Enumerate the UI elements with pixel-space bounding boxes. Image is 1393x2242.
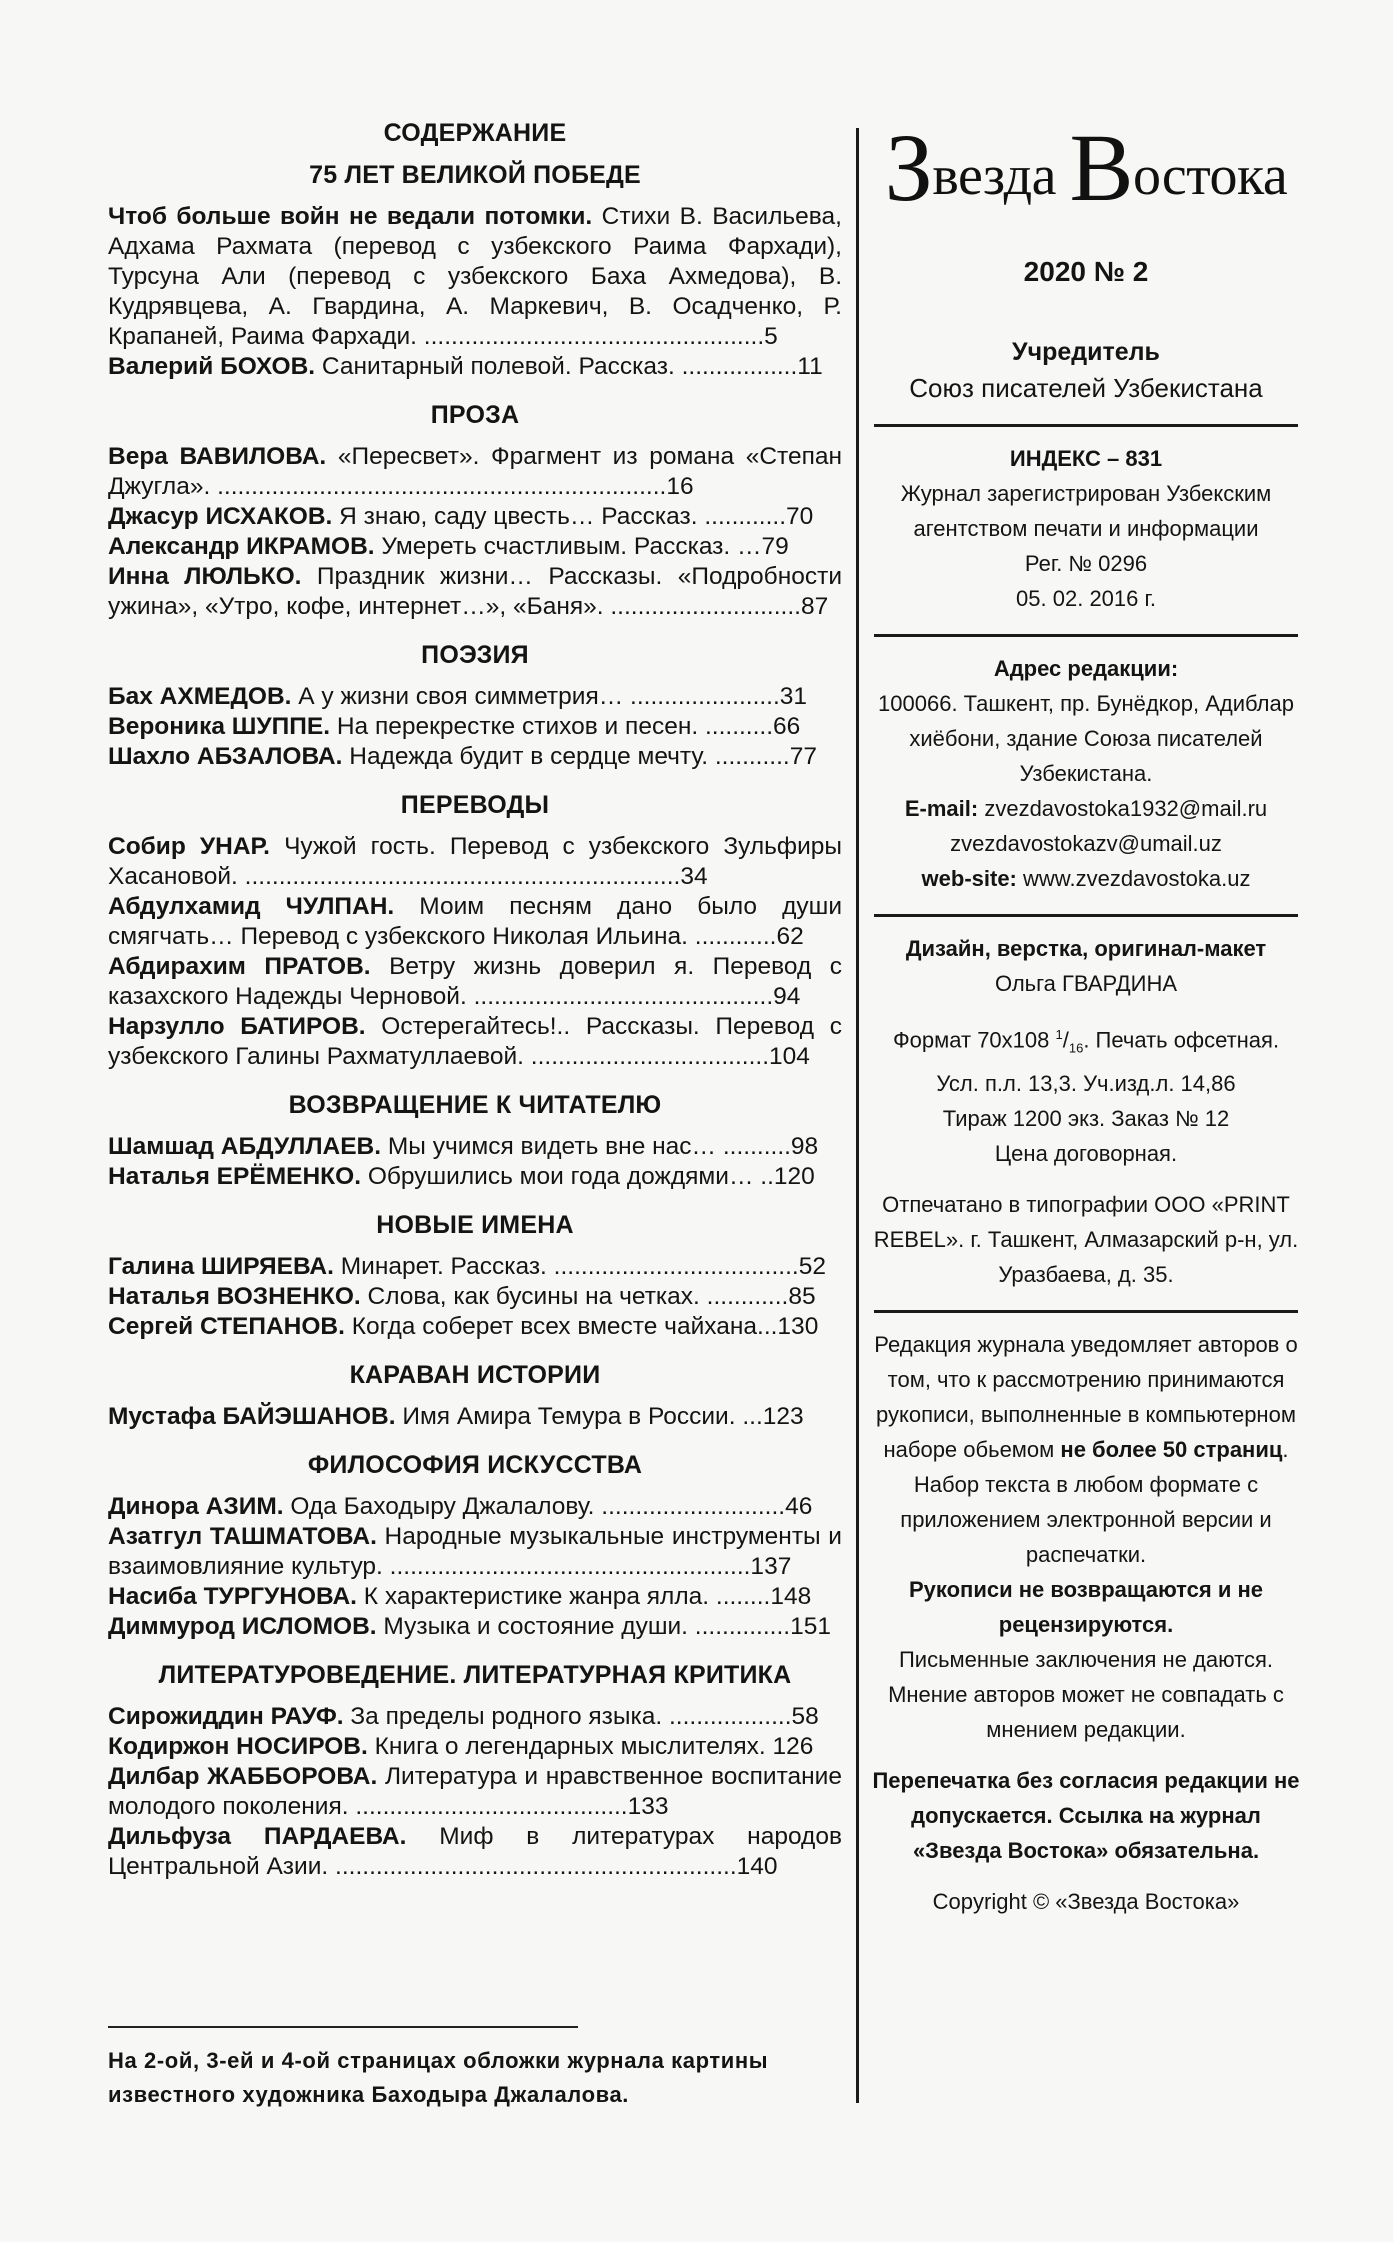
toc-section [108,1360,842,1432]
issue-number: 2020 № 2 [1023,256,1149,287]
toc-entry [108,1132,842,1162]
registration-number: Рег. № 0296 [1024,551,1148,576]
entry-author: Динора АЗИМ. [108,1493,284,1520]
entry-title: Когда соберет всех вместе чайхана [344,1313,758,1340]
notice-text-2: . Набор текста в любом формате с приложением электронной версии и распечатки. [900,1436,1289,1567]
entry-author: Диммурод ИСЛОМОВ. [108,1613,377,1640]
entry-author: Сирожиддин РАУФ. [108,1703,344,1730]
entry-page: .................11 [681,353,823,380]
entry-author: Вера ВАВИЛОВА. [108,443,327,470]
entry-page: ...................................104 [530,1043,810,1070]
email-line-1 [868,791,1304,826]
toc-section [108,1450,842,1642]
copyright: Copyright © «Звезда Востока» [932,1888,1240,1914]
toc-entry [108,1012,842,1072]
section-title: ФИЛОСОФИЯ ИСКУССТВА [307,1451,643,1479]
footnote-rule [108,2026,578,2028]
notice-page-limit: не более 50 страниц [1060,1436,1283,1462]
entry-page: ..........66 [704,713,801,740]
entry-page: ..................................................5 [423,323,778,350]
entry-title: За пределы родного языка. [343,1703,669,1730]
toc-entry [108,442,842,502]
toc-entry [108,1252,842,1282]
entry-page: ..................................................................16 [217,473,694,500]
entry-title: Остерегайтесь!.. Рассказы. Перевод с узбекского Галины Рахматуллаевой. [108,1013,842,1070]
toc-section [108,160,842,382]
entry-title: Ода Баходыру Джалалову. [283,1493,602,1520]
founder-heading: Учредитель [1012,338,1160,366]
section-title: ВОЗВРАЩЕНИЕ К ЧИТАТЕЛЮ [288,1091,662,1119]
toc-entry [108,562,842,622]
entry-author: Вероника ШУППЕ. [108,713,331,740]
entry-title: Минарет. Рассказ. [333,1253,554,1280]
entry-page: 126 [772,1733,814,1760]
toc-section [108,1660,842,1882]
entry-author: Мустафа БАЙЭШАНОВ. [108,1403,396,1430]
logo-initial-z: З [884,114,933,221]
entry-title: Праздник жизни… Рассказы. «Подробности ужина», «Утро, кофе, интернет…», «Баня». [108,563,843,620]
entry-author: Нарзулло БАТИРОВ. [108,1013,366,1040]
entry-title: Я знаю, саду цвесть… Рассказ. [332,503,705,530]
magazine-logo [868,114,1304,221]
entry-author: Джасур ИСХАКОВ. [108,503,333,530]
address-heading: Адрес редакции: [993,656,1179,681]
entry-title: Санитарный полевой. Рассказ. [315,353,682,380]
toc-entry [108,1732,842,1762]
entry-title: Книга о легендарных мыслителях. [367,1733,773,1760]
entry-page: ........148 [715,1583,812,1610]
toc-entry [108,742,842,772]
entry-author: Абдирахим ПРАТОВ. [108,953,371,980]
divider-rule [874,424,1298,427]
section-title: ПРОЗА [430,401,520,429]
toc-entry [108,712,842,742]
entry-author: Дилбар ЖАББОРОВА. [108,1763,378,1790]
toc-section [108,1210,842,1342]
toc-entry [108,202,842,352]
toc-entry [108,352,842,382]
entry-author: Собир УНАР. [108,833,270,860]
divider-rule [874,634,1298,637]
toc-entry [108,1522,842,1582]
entry-title: Миф в литературах народов Центральной Азии. [108,1823,842,1880]
toc-entry [108,1762,842,1822]
entry-author: Наталья ВОЗНЕНКО. [108,1283,361,1310]
entry-page: ........................................133 [355,1793,669,1820]
manuscripts-not-returned: Рукописи не возвращаются и не рецензируются. [908,1576,1264,1637]
print-run-line: Тираж 1200 экз. Заказ № 12 [942,1105,1230,1131]
entry-page: ..................58 [669,1703,819,1730]
section-title: КАРАВАН ИСТОРИИ [349,1361,601,1389]
entry-page: .....................................................137 [389,1553,792,1580]
entry-title: Чужой гость. Перевод с узбекского Зульфиры Хасановой. [108,833,843,890]
entry-author: Шамшад АБДУЛЛАЕВ. [108,1133,382,1160]
entry-page: ..........98 [722,1133,819,1160]
sheets-line: Усл. п.л. 13,3. Уч.изд.л. 14,86 [936,1070,1236,1096]
entry-title: А у жизни своя симметрия… [291,683,631,710]
submission-notice [868,1327,1304,1572]
toc-section [108,640,842,772]
entry-page: ....................................52 [553,1253,826,1280]
email-link-2[interactable]: zvezdavostokazv@umail.uz [950,831,1222,856]
entry-author: Абдулхамид ЧУЛПАН. [108,893,395,920]
printed-by: Отпечатано в типографии ООО «PRINT REBEL». г. Ташкент, Алмазарский р-н, ул. Уразбаева, д. 35. [873,1191,1299,1287]
toc-section [108,790,842,1072]
entry-author: Галина ШИРЯЕВА. [108,1253,334,1280]
section-title: ПОЭЗИЯ [421,641,529,669]
entry-author: Насиба ТУРГУНОВА. [108,1583,357,1610]
entry-title: Надежда будит в сердце мечту. [342,743,715,770]
entry-title: Литература и нравственное воспитание молодого поколения. [108,1763,842,1820]
entry-page: ............85 [706,1283,816,1310]
entry-author: Валерий БОХОВ. [108,353,316,380]
entry-page: ...123 [742,1403,804,1430]
divider-rule [874,914,1298,917]
entry-page: …79 [737,533,789,560]
entry-author: Сергей СТЕПАНОВ. [108,1313,345,1340]
toc-entry [108,1162,842,1192]
divider-rule [874,1310,1298,1313]
entry-author: Азатгул ТАШМАТОВА. [108,1523,377,1550]
website-label: web-site: [921,866,1017,891]
toc-entry [108,1612,842,1642]
email-link-1[interactable]: zvezdavostoka1932@mail.ru [984,796,1268,821]
founder-name: Союз писателей Узбекистана [909,373,1263,403]
footnote: На 2-ой, 3-ей и 4-ой страницах обложки журнала картины известного художника Баходыра Джалалова. [108,2048,769,2107]
toc-entry [108,1492,842,1522]
contents-heading: СОДЕРЖАНИЕ [383,119,567,147]
toc-sections [108,160,842,1882]
entry-title: Мы учимся видеть вне нас… [381,1133,723,1160]
entry-page: ............62 [694,923,804,950]
entry-author: Инна ЛЮЛЬКО. [108,563,302,590]
email-label: E-mail: [904,796,979,821]
toc-entry [108,1282,842,1312]
toc-entry [108,1702,842,1732]
entry-author: Наталья ЕРЁМЕНКО. [108,1163,362,1190]
entry-page: ............................87 [610,593,829,620]
logo-part-1: везда [932,145,1070,207]
entry-title: Музыка и состояние души. [376,1613,695,1640]
section-title: ЛИТЕРАТУРОВЕДЕНИЕ. ЛИТЕРАТУРНАЯ КРИТИКА [158,1661,792,1689]
entry-page: ...........................................................140 [335,1853,778,1880]
toc-section [108,400,842,622]
entry-title: Ветру жизнь доверил я. Перевод с казахского Надежды Черновой. [108,953,842,1010]
notice-text-1: Редакция журнала уведомляет авторов о том, что к рассмотрению принимаются рукописи, выполненные в компьютерном наборе обьемом [874,1331,1298,1462]
toc-entry [108,892,842,952]
entry-title: Имя Амира Темура в России. [395,1403,743,1430]
toc-section [108,1090,842,1192]
entry-page: ..120 [760,1163,815,1190]
website-line [868,861,1304,896]
entry-title: «Пересвет». Фрагмент из романа «Степан Джугла». [108,443,843,500]
entry-page: ...........77 [714,743,817,770]
toc-entry [108,1582,842,1612]
entry-page: ..............151 [694,1613,831,1640]
editorial-disclaimer: Письменные заключения не даются. Мнение авторов может не совпадать с мнением редакции. [888,1646,1284,1742]
logo-initial-v: В [1069,114,1134,221]
toc-entry [108,682,842,712]
format-prefix: Формат 70х108 [892,1027,1056,1053]
entry-page: ...........................46 [601,1493,813,1520]
toc-entry [108,1822,842,1882]
entry-title: Обрушились мои года дождями… [361,1163,761,1190]
entry-title: На перекрестке стихов и песен. [330,713,705,740]
masthead-column [868,114,1304,1919]
design-heading: Дизайн, верстка, оригинал-макет [905,936,1267,961]
section-title: НОВЫЕ ИМЕНА [376,1211,574,1239]
entry-author: Кодиржон НОСИРОВ. [108,1733,368,1760]
entry-title: Слова, как бусины на четках. [360,1283,707,1310]
entry-author: Александр ИКРАМОВ. [108,533,375,560]
toc-entry [108,1402,842,1432]
entry-page: ......................31 [630,683,808,710]
subscription-index: ИНДЕКС – 831 [1009,446,1163,471]
address-text: 100066. Ташкент, пр. Бунёдкор, Адиблар хиёбони, здание Союза писателей Узбекистана. [878,691,1294,786]
entry-author: Бах АХМЕДОВ. [108,683,292,710]
entry-title: Умереть счастливым. Рассказ. [374,533,738,560]
entry-author: Шахло АБЗАЛОВА. [108,743,343,770]
designer-name: Ольга ГВАРДИНА [994,971,1178,996]
toc-entry [108,832,842,892]
format-denominator: 16 [1068,1040,1084,1056]
toc-entry [108,1312,842,1342]
entry-title: К характеристике жанра ялла. [356,1583,716,1610]
section-title: ПЕРЕВОДЫ [400,791,550,819]
website-link[interactable]: www.zvezdavostoka.uz [1023,866,1251,891]
table-of-contents [108,118,842,1900]
entry-page: ................................................................34 [244,863,708,890]
entry-title: Моим песням дано было души смягчать… Перевод с узбекского Николая Ильина. [108,893,843,950]
reprint-notice: Перепечатка без согласия редакции не допускается. Ссылка на журнал «Звезда Востока» обязательна. [872,1767,1300,1863]
entry-page: ............................................94 [473,983,801,1010]
format-suffix: . Печать офсетная. [1083,1027,1280,1053]
logo-part-2: остока [1133,145,1288,207]
column-divider [856,128,859,2103]
format-line: Формат 70х108 $^1/_{16}$. Печать офсетная. [892,1027,1280,1056]
format-numerator: 1 [1055,1027,1063,1042]
section-title: 75 ЛЕТ ВЕЛИКОЙ ПОБЕДЕ [309,161,641,189]
toc-entry [108,502,842,532]
entry-page: ...130 [757,1313,819,1340]
registration-text: Журнал зарегистрирован Узбекским агентством печати и информации [900,481,1272,541]
price-line: Цена договорная. [994,1140,1178,1166]
toc-entry [108,532,842,562]
entry-author: Чтоб больше войн не ведали потомки. [108,203,593,230]
entry-page: ............70 [704,503,814,530]
entry-title: Народные музыкальные инструменты и взаимовлияние культур. [108,1523,842,1580]
entry-author: Дильфуза ПАРДАЕВА. [108,1823,407,1850]
entry-title: Стихи В. Васильева, Адхама Рахмата (перевод с узбекского Раима Фархади), Турсуна Али (перевод с узбекского Баха Ахмедова), В. Кудрявцева, А. Гвардина, А. Маркевич, В. Осадченко, Р. Крапаней, Раима Фархади. [108,203,842,350]
registration-date: 05. 02. 2016 г. [1016,586,1156,611]
toc-entry [108,952,842,1012]
